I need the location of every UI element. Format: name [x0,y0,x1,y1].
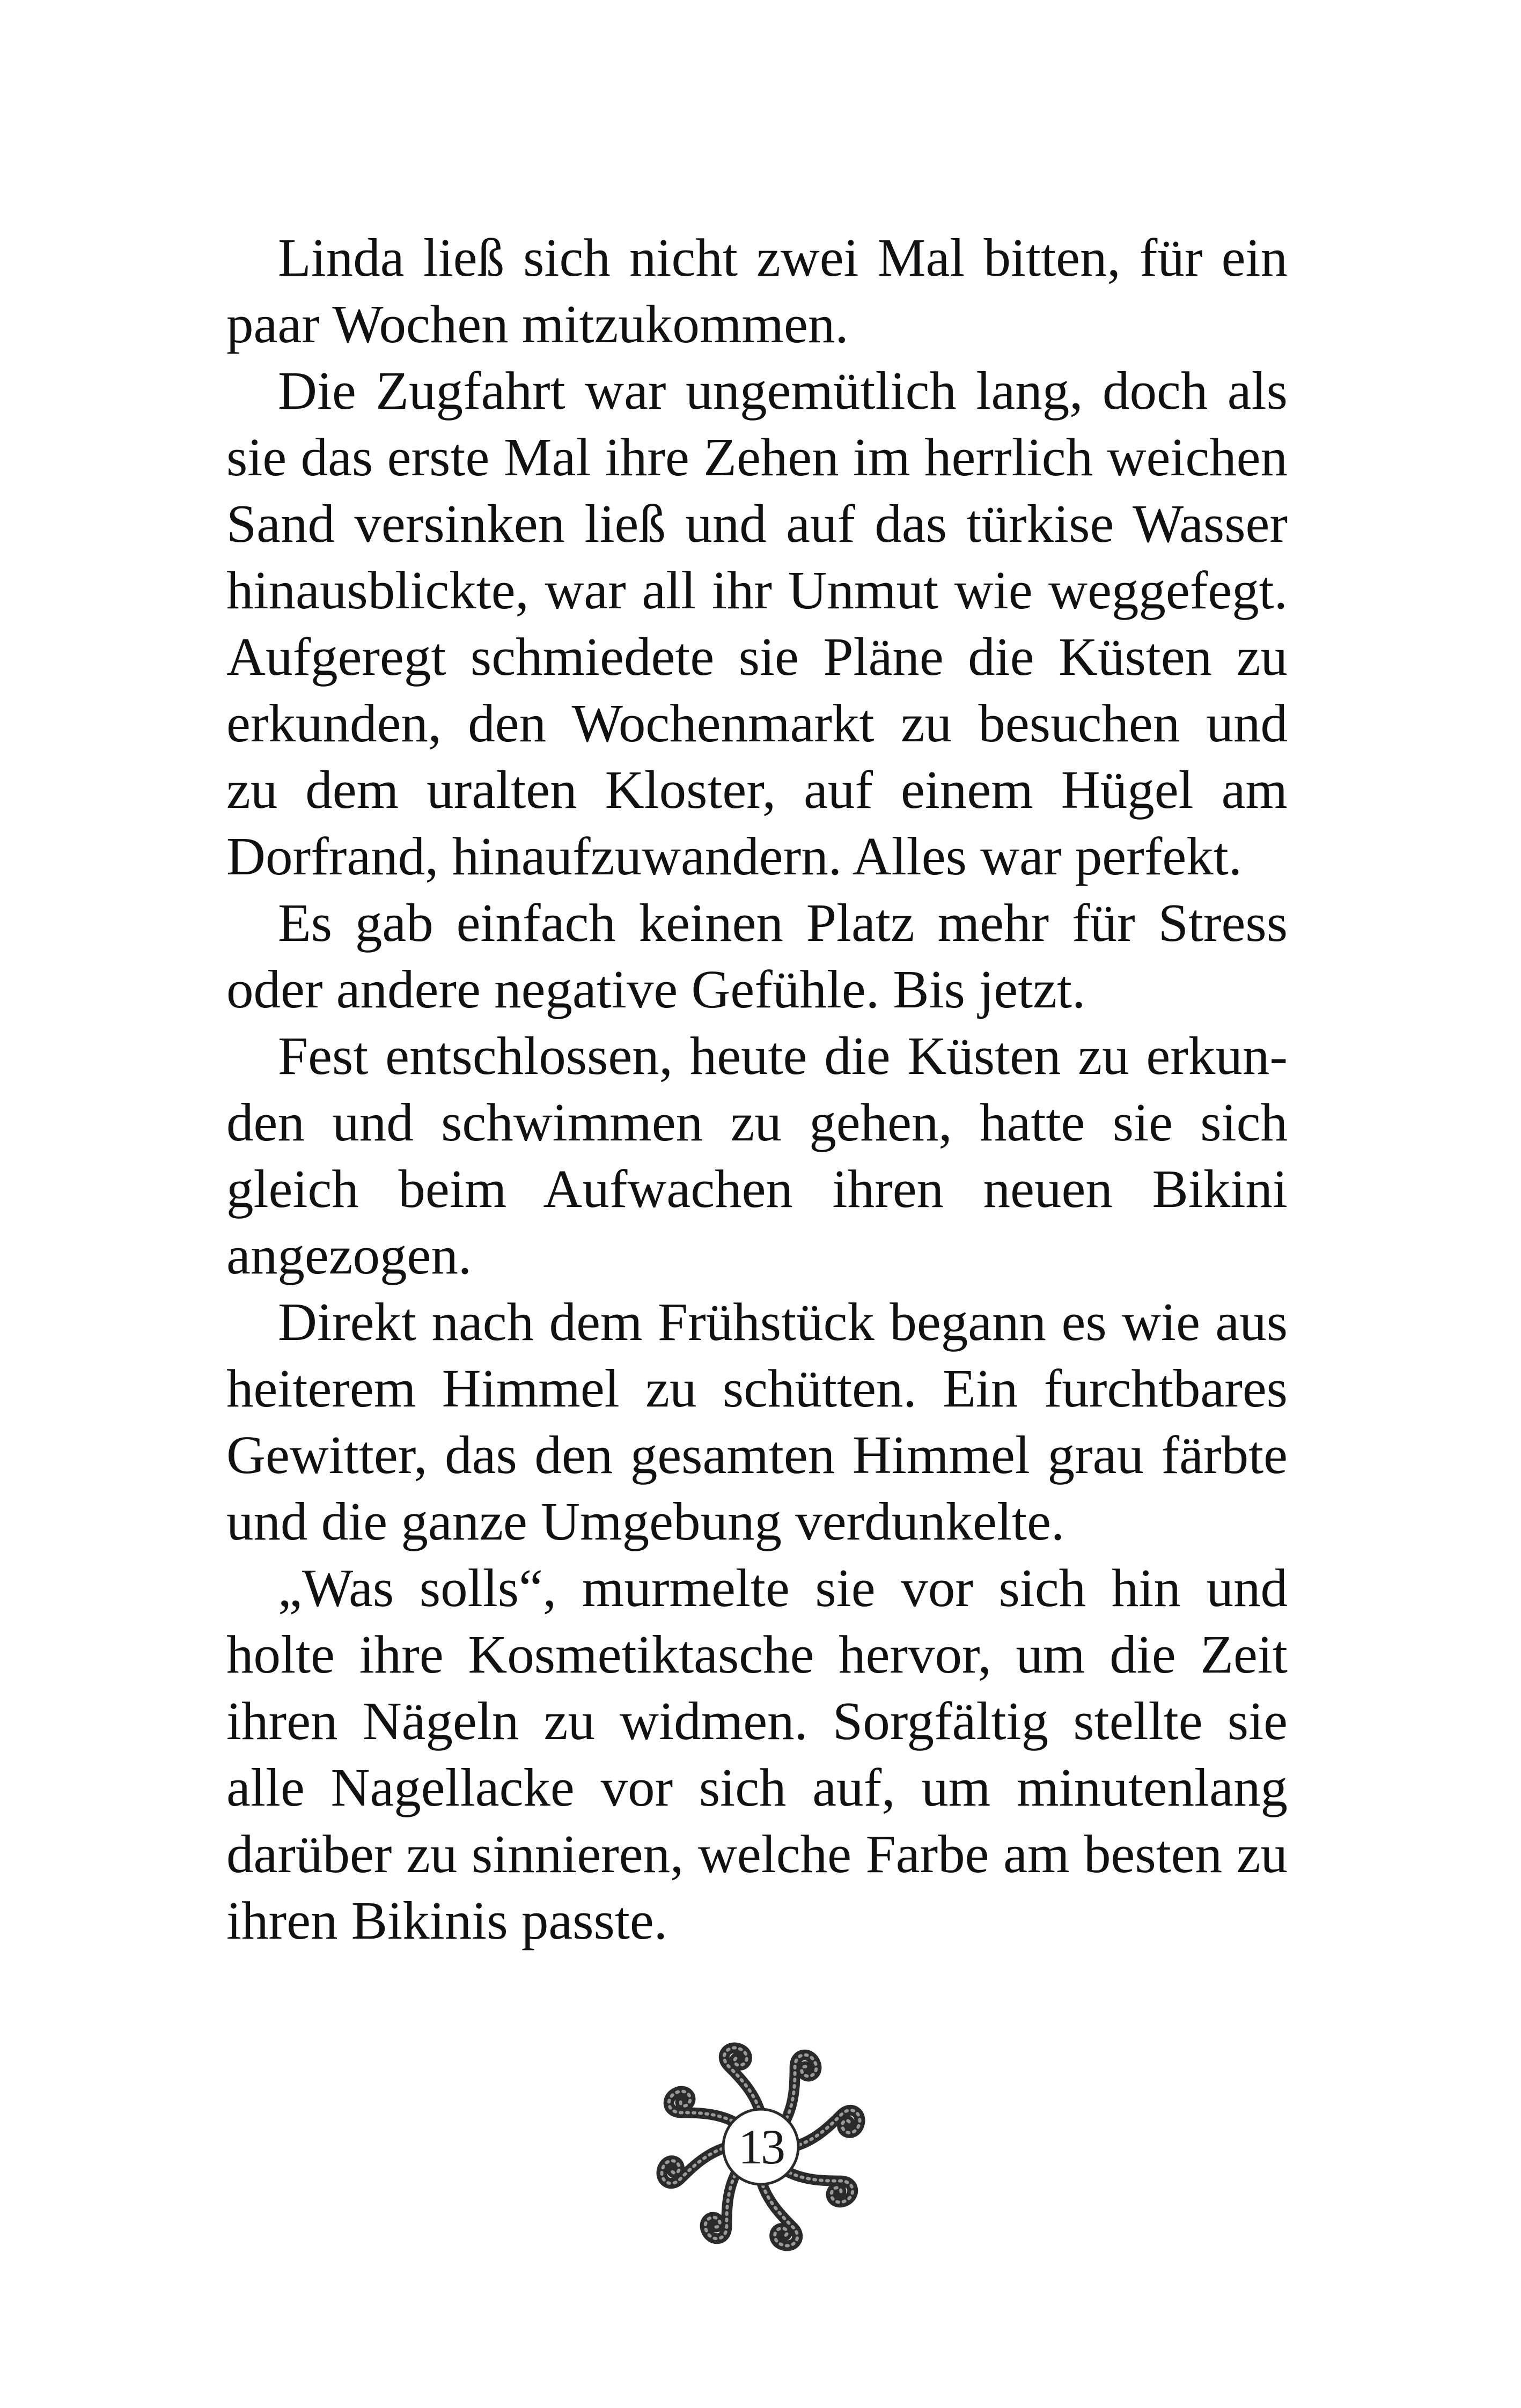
page-number: 13 [738,2119,783,2174]
paragraph: Es gab einfach keinen Platz mehr für Stress oder andere negative Gefühle. Bis jetzt. [226,893,1288,1019]
paragraph: Fest entschlossen, heute die Küsten zu erkunden und schwimmen zu gehen, hatte sie sich gleich beim Aufwachen ihren neuen Bikini angezogen. [226,1026,1288,1285]
paragraph: „Was solls“, murmelte sie vor sich hin und holte ihre Kosmetiktasche hervor, um die Zeit ihren Nägeln zu widmen. Sorgfältig stellte sie alle Nagellacke vor sich auf, um minutenlang darüber zu sinnieren, welche Farbe am besten zu ihren Bikinis passte. [226,1558,1288,1950]
paragraph: Direkt nach dem Frühstück begann es wie aus heiterem Himmel zu schütten. Ein furchtbares Gewitter, das den gesamten Himmel grau färbte und die ganze Umgebung verdunkelte. [226,1292,1288,1551]
body-text [226,224,1288,1954]
paragraph: Die Zugfahrt war ungemütlich lang, doch als sie das erste Mal ihre Zehen im herrlich weichen Sand versinken ließ und auf das türkise Wasser hinausblickte, war all ihr Unmut wie weggefegt. Aufgeregt schmiedete sie Pläne die Küsten zu erkunden, den Wochenmarkt zu besuchen und zu dem uralten Kloster, auf einem Hügel am Dorfrand, hinaufzuwandern. Alles war perfekt. [226,360,1288,886]
paragraph: Linda ließ sich nicht zwei Mal bitten, für ein paar Wochen mitzukommen. [226,227,1288,354]
